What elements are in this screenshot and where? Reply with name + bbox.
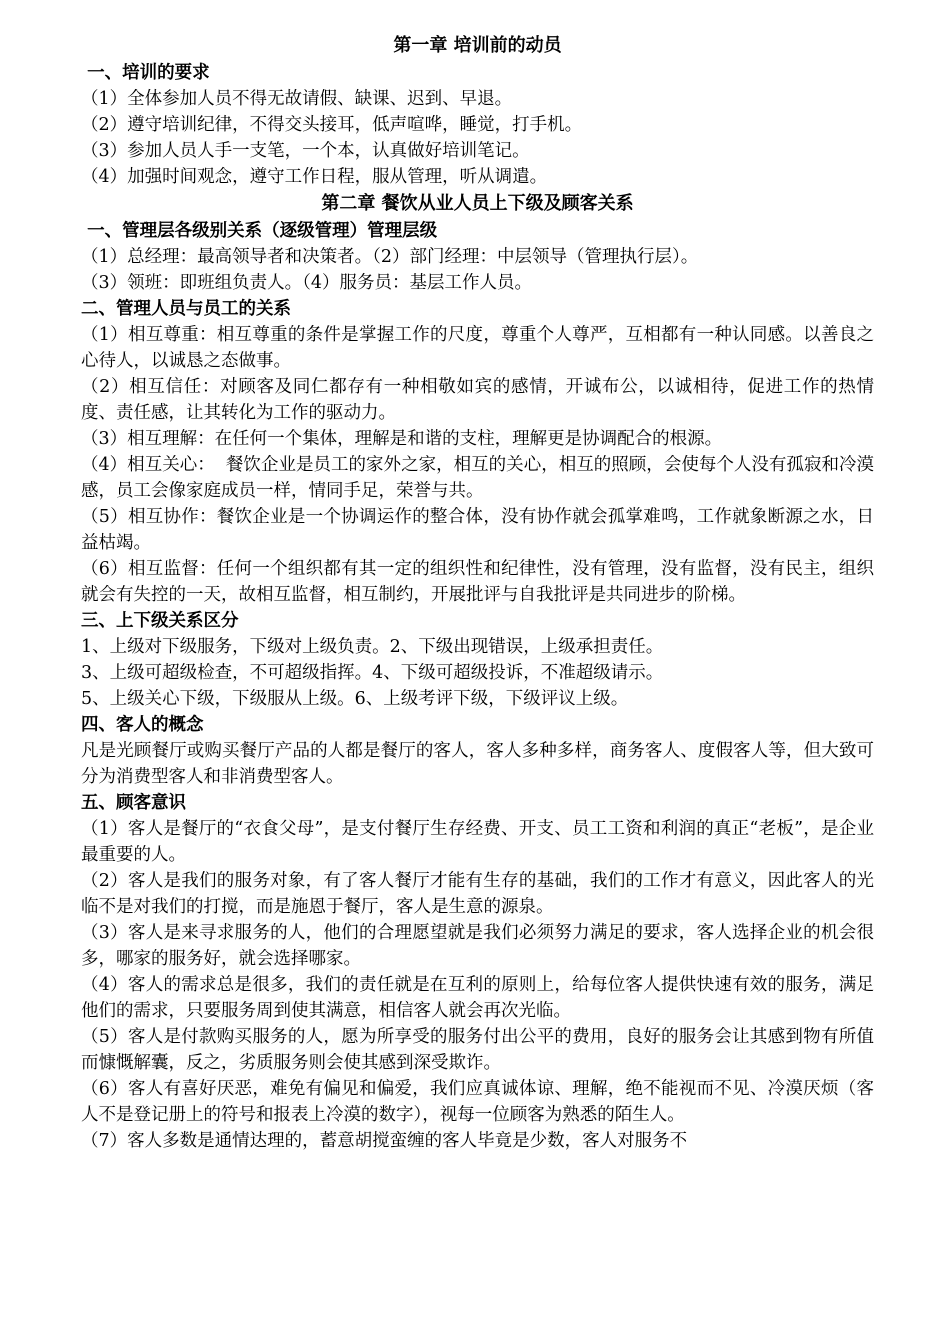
section-manager-staff-relations-heading: 二、管理人员与员工的关系: [81, 299, 291, 319]
paragraph: （1）客人是餐厅的“衣食父母”，是支付餐厅生存经费、开支、员工工资和利润的真正“老板”，是企业最重要的人。: [81, 819, 874, 865]
paragraph: （2）客人是我们的服务对象，有了客人餐厅才能有生存的基础，我们的工作才有意义，因此客人的光临不是对我们的打搅，而是施恩于餐厅，客人是生意的源泉。: [81, 871, 874, 917]
paragraph: （6）客人有喜好厌恶，难免有偏见和偏爱，我们应真诚体谅、理解，绝不能视而不见、冷漠厌烦（客人不是登记册上的符号和报表上冷漠的数字），视每一位顾客为熟悉的陌生人。: [81, 1079, 874, 1125]
paragraph: 5、上级关心下级，下级服从上级。6、上级考评下级，下级评议上级。: [81, 689, 629, 709]
paragraph: （5）相互协作：餐饮企业是一个协调运作的整合体，没有协作就会孤掌难鸣，工作就象断源之水，日益枯竭。: [81, 507, 874, 553]
chapter-2-title: 第二章 餐饮从业人员上下级及顾客关系: [321, 193, 634, 214]
paragraph: （3）相互理解：在任何一个集体，理解是和谐的支柱，理解更是协调配合的根源。: [81, 429, 723, 449]
paragraph: （4）客人的需求总是很多，我们的责任就是在互利的原则上，给每位客人提供快速有效的服务，满足他们的需求，只要服务周到使其满意，相信客人就会再次光临。: [81, 975, 874, 1021]
paragraph: 1、上级对下级服务，下级对上级负责。2、下级出现错误，上级承担责任。: [81, 637, 664, 657]
paragraph: （6）相互监督：任何一个组织都有其一定的组织性和纪律性，没有管理，没有监督，没有民主，组织就会有失控的一天，故相互监督，相互制约，开展批评与自我批评是共同进步的阶梯。: [81, 559, 874, 605]
section-hierarchy-distinction-heading: 三、上下级关系区分: [81, 611, 239, 631]
paragraph: （3）客人是来寻求服务的人，他们的合理愿望就是我们必须努力满足的要求，客人选择企业的机会很多，哪家的服务好，就会选择哪家。: [81, 923, 874, 969]
section-training-requirements-heading: 一、培训的要求: [81, 63, 210, 83]
paragraph: （7）客人多数是通情达理的，蓄意胡搅蛮缠的客人毕竟是少数，客人对服务不: [81, 1131, 688, 1151]
section-customer-awareness-heading: 五、顾客意识: [81, 793, 186, 813]
paragraph: （2）遵守培训纪律，不得交头接耳，低声喧哗，睡觉，打手机。: [81, 115, 583, 135]
section-guest-concept-heading: 四、客人的概念: [81, 715, 204, 735]
paragraph: （2）相互信任：对顾客及同仁都存有一种相敬如宾的感情，开诚布公，以诚相待，促进工作的热情度、责任感，让其转化为工作的驱动力。: [81, 377, 874, 423]
paragraph: （1）全体参加人员不得无故请假、缺课、迟到、早退。: [81, 89, 513, 109]
paragraph: 凡是光顾餐厅或购买餐厅产品的人都是餐厅的客人，客人多种多样，商务客人、度假客人等，但大致可分为消费型客人和非消费型客人。: [81, 741, 874, 787]
paragraph: （1）总经理：最高领导者和决策者。（2）部门经理：中层领导（管理执行层）。: [81, 247, 699, 267]
paragraph: （3）领班：即班组负责人。（4）服务员：基层工作人员。: [81, 273, 533, 293]
section-management-levels-heading: 一、管理层各级别关系（逐级管理）管理层级: [81, 221, 438, 241]
chapter-1-title: 第一章 培训前的动员: [393, 35, 562, 56]
paragraph: （1）相互尊重：相互尊重的条件是掌握工作的尺度，尊重个人尊严，互相都有一种认同感。以善良之心待人，以诚恳之态做事。: [81, 325, 874, 371]
paragraph: （3）参加人员人手一支笔，一个本，认真做好培训笔记。: [81, 141, 530, 161]
paragraph: （5）客人是付款购买服务的人，愿为所享受的服务付出公平的费用，良好的服务会让其感到物有所值而慷慨解囊，反之，劣质服务则会使其感到深受欺诈。: [81, 1027, 874, 1073]
paragraph: （4）加强时间观念，遵守工作日程，服从管理，听从调遣。: [81, 167, 548, 187]
paragraph: 3、上级可超级检查，不可超级指挥。4、下级可超级投诉，不准超级请示。: [81, 663, 664, 683]
paragraph: （4）相互关心： 餐饮企业是员工的家外之家，相互的关心，相互的照顾，会使每个人没有孤寂和冷漠感，员工会像家庭成员一样，情同手足，荣誉与共。: [81, 455, 874, 501]
